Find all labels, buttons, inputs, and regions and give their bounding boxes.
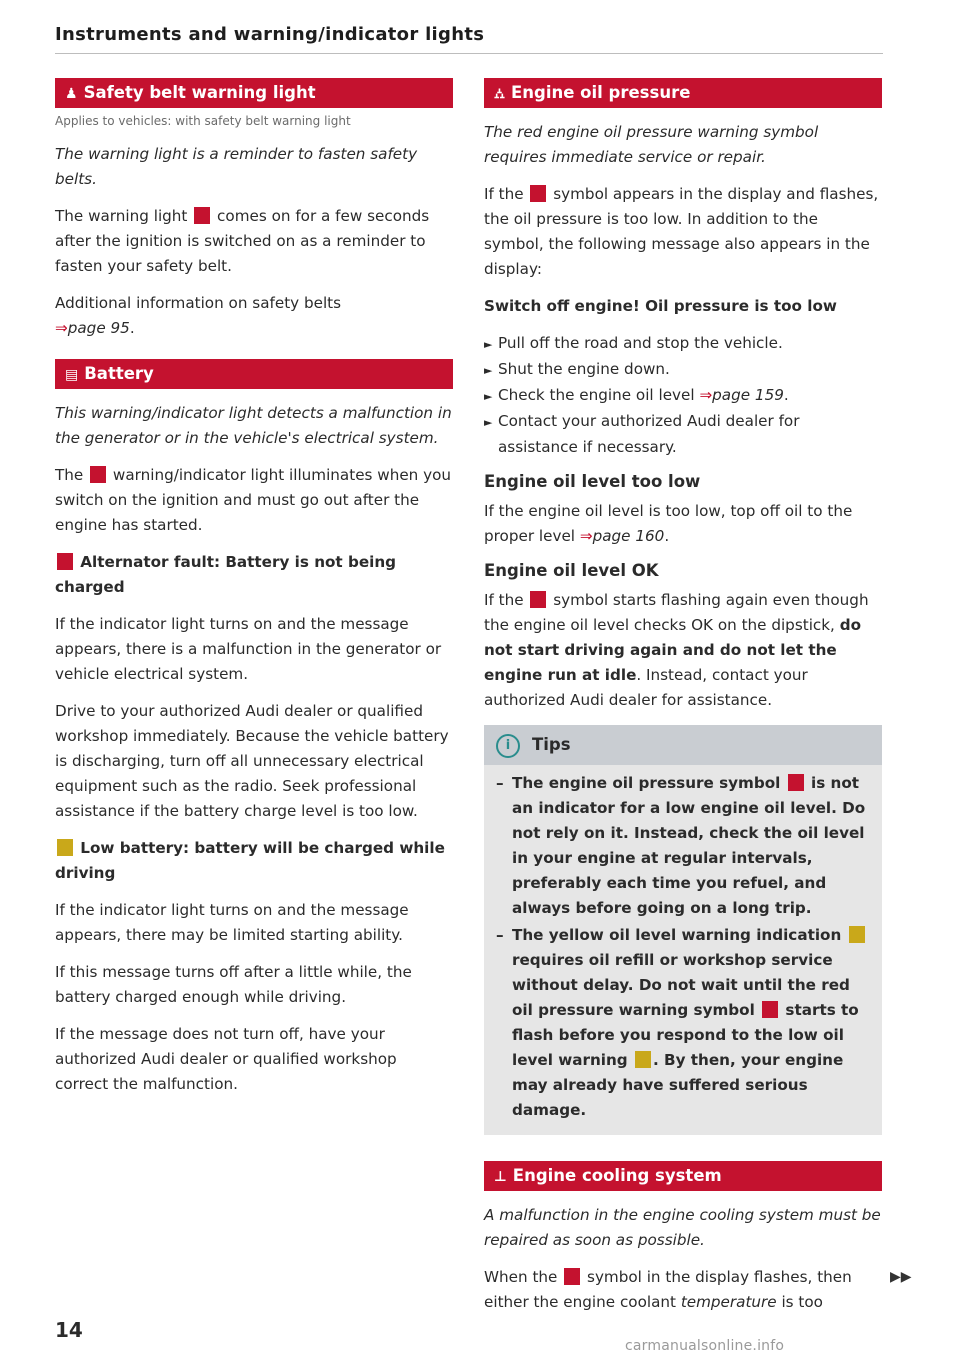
reference-arrow-icon: ⇒ (579, 527, 593, 545)
text: If the (484, 591, 524, 609)
coolant-temperature-icon: ⊥ (494, 1169, 507, 1185)
section-title: Engine oil pressure (510, 83, 691, 102)
text: starts to flash before you respond to the low oil level warning (512, 1001, 859, 1069)
subheading: Engine oil level too low (484, 472, 701, 491)
battery-icon: ▤ (65, 367, 79, 383)
text: warning/indicator light illuminates when you switch on the ignition and must go out after the engine has started. (55, 466, 452, 534)
battery-symbol-icon (90, 466, 106, 483)
paragraph (484, 182, 882, 282)
oil-level-yellow-symbol-icon (849, 926, 865, 943)
tips-list (484, 765, 882, 1135)
bold-text: do not start driving again and do not let the engine run at idle (484, 616, 862, 684)
page-reference-link[interactable]: page 160 (592, 527, 665, 545)
message-heading: Switch off engine! Oil pressure is too low (484, 297, 837, 315)
coolant-symbol-icon (564, 1268, 580, 1285)
text: If the (484, 185, 524, 203)
text: Check the engine oil level (498, 386, 695, 404)
text: When the (484, 1268, 558, 1286)
section-heading-safety-belt (55, 78, 453, 108)
list-item (484, 357, 882, 383)
instruction-list (484, 331, 882, 460)
subheading: Engine oil level OK (484, 561, 659, 580)
text: Pull off the road and stop the vehicle. (498, 334, 783, 352)
page-reference-link[interactable]: page 159 (712, 386, 784, 404)
bullet-arrow-icon: ► (484, 364, 493, 377)
text: . (783, 386, 789, 404)
paragraph (484, 499, 882, 549)
oil-pressure-symbol-icon (788, 774, 804, 791)
message-text: Low battery: battery will be charged while driving (55, 839, 445, 882)
tips-box (484, 725, 882, 1135)
text: is too (781, 1293, 823, 1311)
oil-pressure-symbol-icon (530, 591, 546, 608)
bullet-arrow-icon: ► (484, 338, 493, 351)
page-number: 14 (55, 1318, 83, 1342)
text: is not an indicator for a low engine oil level. Do not rely on it. Instead, check the oil level in your engine at regular intervals, preferably each time you refuel, and always before going on a long trip. (512, 774, 866, 917)
text: comes on for a few seconds after the ignition is switched on as a reminder to fasten your safety belt. (55, 207, 430, 275)
paragraph (484, 1265, 882, 1315)
text: . Instead, contact your authorized Audi dealer for assistance. (484, 666, 808, 709)
tips-header (484, 725, 882, 765)
oil-pressure-symbol-icon (762, 1001, 778, 1018)
paragraph (484, 588, 882, 713)
bullet-arrow-icon: ► (484, 390, 493, 403)
continue-arrow-icon: ▶▶ (890, 1269, 912, 1285)
list-item (484, 331, 882, 357)
oil-level-yellow-symbol-icon (635, 1051, 651, 1068)
text: symbol appears in the display and flashes, the oil pressure is too low. In addition to the symbol, the following message also appears in the display: (484, 185, 879, 278)
text: requires oil refill or workshop service without delay. Do not wait until the red oil pressure warning symbol (512, 951, 850, 1019)
text: Contact your authorized Audi dealer for assistance if necessary. (498, 412, 800, 456)
seatbelt-symbol-icon (194, 207, 210, 224)
lead-text: A malfunction in the engine cooling system must be repaired as soon as possible. (484, 1206, 881, 1249)
page-header: Instruments and warning/indicator lights (55, 24, 883, 54)
battery-symbol-icon (57, 553, 73, 570)
paragraph: If the indicator light turns on and the message appears, there may be limited starting ability. (55, 901, 409, 944)
oil-can-icon: ⛼ (494, 86, 505, 102)
text: The yellow oil level warning indication (512, 926, 842, 944)
text: The engine oil pressure symbol (512, 774, 781, 792)
text: symbol in the display flashes, then either the engine coolant (484, 1268, 852, 1311)
oil-pressure-symbol-icon (530, 185, 546, 202)
paragraph: If this message turns off after a little while, the battery charged enough while driving. (55, 963, 412, 1006)
text: . (664, 527, 670, 545)
section-title: Battery (84, 364, 154, 383)
paragraph (55, 291, 453, 341)
bullet-arrow-icon: ► (484, 416, 493, 429)
text: The warning light (55, 207, 188, 225)
tip-item: – The engine oil pressure symbol is not an indicator for a low engine oil level. Do not rely on it. Instead, check the oil level in your engine at regular intervals, preferably each time you refuel, and always before going on a long trip. (496, 774, 866, 917)
section-title: Engine cooling system (512, 1166, 722, 1185)
applies-note: Applies to vehicles: with safety belt warning light (55, 114, 351, 128)
section-heading-cooling (484, 1161, 882, 1191)
right-column (484, 78, 882, 1327)
paragraph: If the message does not turn off, have your authorized Audi dealer or qualified workshop correct the malfunction. (55, 1025, 397, 1093)
list-item (484, 383, 882, 409)
text: Shut the engine down. (498, 360, 670, 378)
message-heading (55, 836, 453, 886)
tip-item: – The yellow oil level warning indication requires oil refill or workshop service without delay. Do not wait until the red oil pressure warning symbol starts to flash before you respond to the low oil level warning . By then, your engine may already have suffered serious damage. (496, 923, 868, 1123)
paragraph (55, 204, 453, 279)
reference-arrow-icon: ⇒ (699, 386, 713, 404)
text: . (129, 319, 135, 337)
info-icon: i (496, 734, 520, 758)
watermark: carmanualsonline.info (625, 1338, 785, 1354)
message-heading (55, 550, 453, 600)
page-reference-link[interactable]: page 95 (67, 319, 130, 337)
text: Additional information on safety belts (55, 294, 342, 312)
paragraph: Drive to your authorized Audi dealer or qualified workshop immediately. Because the vehicle battery is discharging, turn off all unnecessary electrical equipment such as the radio. Seek professional assistance if the battery charge level is too low. (55, 702, 449, 820)
paragraph (55, 463, 453, 538)
battery-yellow-symbol-icon (57, 839, 73, 856)
tips-title: Tips (532, 735, 571, 754)
italic-text: temperature (680, 1293, 777, 1311)
section-title: Safety belt warning light (83, 83, 316, 102)
lead-text: This warning/indicator light detects a malfunction in the generator or in the vehicle's electrical system. (55, 404, 452, 447)
reference-arrow-icon: ⇒ (55, 319, 68, 337)
paragraph: If the indicator light turns on and the message appears, there is a malfunction in the generator or vehicle electrical system. (55, 615, 442, 683)
section-heading-battery (55, 359, 453, 389)
left-column (55, 78, 453, 1109)
message-text: Alternator fault: Battery is not being charged (55, 553, 397, 596)
text: If the engine oil level is too low, top off oil to the proper level (484, 502, 853, 545)
text: The (55, 466, 84, 484)
lead-text: The warning light is a reminder to fasten safety belts. (55, 145, 418, 188)
lead-text: The red engine oil pressure warning symbol requires immediate service or repair. (484, 123, 819, 166)
seatbelt-icon: ♟ (65, 86, 78, 102)
list-item (484, 409, 882, 460)
text: symbol starts flashing again even though the engine oil level checks OK on the dipstick, (484, 591, 869, 634)
text: . By then, your engine may already have suffered serious damage. (512, 1051, 844, 1119)
section-heading-oil-pressure (484, 78, 882, 108)
